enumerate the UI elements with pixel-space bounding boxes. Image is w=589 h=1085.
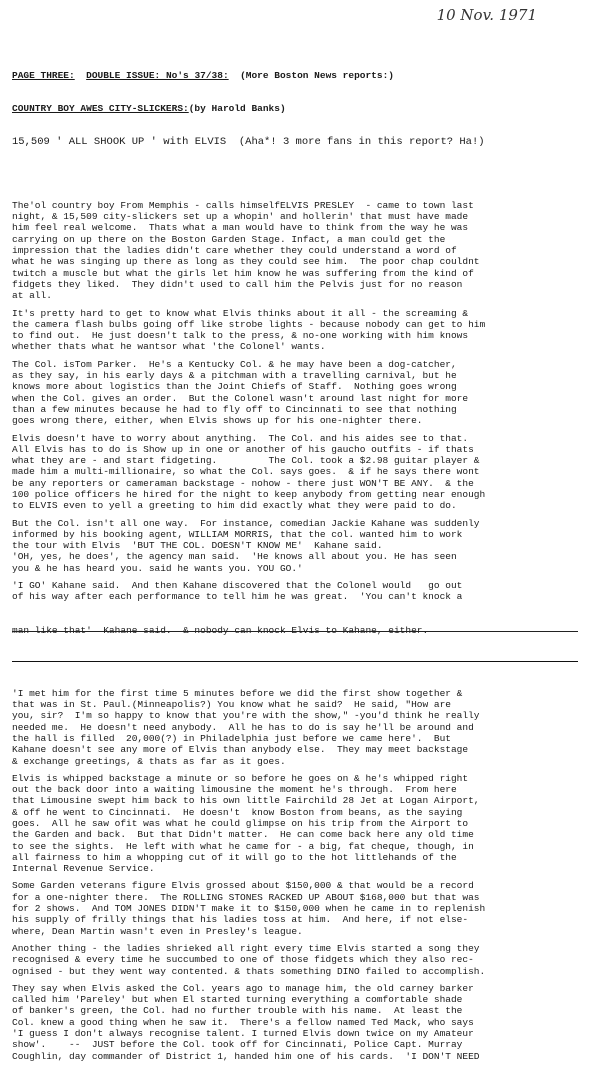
paragraph [12,433,578,512]
issue-label: DOUBLE ISSUE: No's 37/38: [86,69,229,81]
text-line: The'ol country boy From Memphis - calls himselfELVIS PRESLEY - came to town last [12,199,474,211]
text-line: him feel real welcome. Thats what a man would have to think from the way he was [12,222,469,234]
text-line: to see the sights. He left with what he came for - a big, fat cheque, though, in [12,840,474,852]
text-line: to ELVIS even to yell a greeting to him did exactly what they were paid to do. [12,500,457,512]
text-line: 'I GO' Kahane said. And then Kahane discovered that the Colonel would go out [12,580,463,592]
struck-line: man like that' Kahane said. & nobody can knock Elvis to Kahane, either. [12,625,578,636]
paragraph [12,308,578,353]
text-line: you, sir? I'm so happy to know that you're with the show," -you'd think he really [12,710,480,722]
headline [12,103,578,114]
paragraph [12,880,578,936]
page-header [12,70,578,81]
paragraph [12,518,578,574]
paragraph [12,943,578,977]
text-line: informed by his booking agent, WILLIAM MORRIS, that the col. wanted him to work [12,528,463,540]
text-line: the tour with Elvis 'BUT THE COL. DOESN'T KNOW ME' Kahane said. [12,540,383,552]
more-reports-label: (More Boston News reports:) [240,69,394,81]
text-line: The Col. isTom Parker. He's a Kentucky Col. & he may have been a dog-catcher, [12,358,457,370]
text-line: out the back door into a waiting limousine the moment he's through. From here [12,784,457,796]
text-line: It's pretty hard to get to know what Elvis thinks about it all - the screaming & [12,307,469,319]
text-line: night, & 15,509 city-slickers set up a whopin' and hollerin' that must have made [12,211,469,223]
headline-byline: (by Harold Banks) [188,103,286,115]
text-line: impression that the ladies didn't care whether they could understand a word of [12,245,457,257]
text-line: They say when Elvis asked the Col. years ago to manage him, the old carney barker [12,982,474,994]
text-line: the hall is filled 20,000(?) in Philadelphia just before we came here'. But [12,732,451,744]
paragraph [12,688,578,767]
text-line: to find out. He just doesn't talk to the press, & no-one working with him knows [12,330,469,342]
paragraph [12,200,578,302]
text-line: Elvis doesn't have to worry about anything. The Col. and his aides see to that. [12,432,469,444]
headline-title: COUNTRY BOY AWES CITY-SLICKERS: [12,103,189,115]
paragraph [12,983,578,1062]
text-line: 'OH, yes, he does', the agency man said. 'He knows all about you. He has seen [12,551,457,563]
text-line: as they say, in his early days & a pitchman with a travelling carnival, but he [12,370,457,382]
handwritten-date: 10 Nov. 1971 [436,6,537,24]
text-line: ognised - but they went way contented. & thats something DINO failed to accomplish. [12,965,486,977]
text-line: Elvis is whipped backstage a minute or so before he goes on & he's whipped right [12,772,469,784]
text-line: for a one-nighter there. The ROLLING STONES RACKED UP ABOUT $168,000 but that was [12,891,480,903]
text-line: all fairness to him a whopping cut of it will go to the hot littlehands of the [12,851,457,863]
text-line: 100 police officers he hired for the night to keep anybody from getting near enough [12,488,486,500]
text-line: of banker's green, the Col. had no further trouble with his name. At least the [12,1005,463,1017]
text-line: Internal Revenue Service. [12,863,155,875]
text-line: of his way after each performance to tell him he was great. 'You can't knock a [12,591,463,603]
text-line: goes. All he saw ofit was what he could glimpse on his trip from the Airport to [12,818,469,829]
text-line: fidgets they liked. They didn't used to call him the Pelvis just for no reason [12,278,463,290]
paragraphs-after-rule [12,688,578,1062]
article-body [12,47,578,1085]
paragraph [12,580,578,603]
text-line: Another thing - the ladies shrieked all right every time Elvis started a song they [12,942,480,954]
text-line: Kahane doesn't see any more of Elvis than anybody else. They may meet backstage [12,744,469,756]
text-line: twitch a muscle but what the girls let him know he was suffering from the kind of [12,267,474,279]
text-line: But the Col. isn't all one way. For instance, comedian Jackie Kahane was suddenly [12,517,480,529]
text-line: the Garden and back. But that Didn't matter. He can come back here any old time [12,829,474,841]
headline-subtitle: 15,509 ' ALL SHOOK UP ' with ELVIS (Aha*! 3 more fans in this report? Ha!) [12,136,485,149]
text-line: Coughlin, day commander of District 1, handed him one of his cards. 'I DON'T NEED [12,1050,480,1062]
text-line: 'I met him for the first time 5 minutes before we did the first show together & [12,687,463,699]
paragraphs-before-rule [12,200,578,603]
text-line: show'. -- JUST before the Col. took off for Cincinnati, Police Capt. Murray [12,1039,463,1051]
text-line: you & he has heard you. said he wants you. YOU GO.' [12,562,303,574]
text-line: his supply of frilly things that his ladies toss at him. And here, if not else- [12,914,469,926]
page-label: PAGE THREE: [12,69,75,81]
text-line: where, Dean Martin wasn't even in Presley's league. [12,925,303,937]
text-line: at all. [12,290,52,302]
text-line: the camera flash bulbs going off like strobe lights - because nobody can get to him [12,318,486,330]
text-line: Col. knew a good thing when he saw it. There's a fellow named Ted Mack, who says [12,1016,474,1028]
text-line: All Elvis has to do is Show up in one or another of his gaucho outfits - if thats [12,443,474,455]
text-line: than a few minutes because he had to fly off to Cincinnati to see that nothing [12,403,457,415]
text-line: & exchange greetings, & thats as far as it goes. [12,755,286,767]
text-line: carrying on up there on the Boston Garden Stage. Infact, a man could get the [12,233,446,245]
text-line: goes wrong there, either, when Elvis shows up for his one-nighter there. [12,415,423,427]
text-line: made him a multi-millionaire, so what the Col. says goes. & if he says there wont [12,466,480,478]
text-line: that Limousine swept him back to his own little Fairchild 28 Jet at Logan Airport, [12,795,480,807]
text-line: be any reporters or cameraman backstage - nohow - there just WON'T BE ANY. & the [12,477,474,489]
text-line: for 2 shows. And TOM JONES DIDN'T make it to $150,000 when he came in to replenish [12,903,486,915]
text-line: what he was singing up there as long as they could see him. The poor chap couldnt [12,256,480,268]
text-line: that was in St. Paul.(Minneapolis?) You know what he said? He said, "How are [12,699,451,711]
text-line: 'I guess I don't always recognise talent. I turned Elvis down twice on my Amateur [12,1028,474,1040]
text-line: called him 'Pareley' but when El started turning everything a comfortable shade [12,994,463,1006]
text-line: recognised & every time he succumbed to one of those fidgets which they also rec- [12,954,474,966]
text-line: knows more about logistics than the Joint Chiefs of Staff. Nothing goes wrong [12,381,457,393]
text-line: what they are - and start fidgeting. The Col. took a $2.98 guitar player & [12,455,480,467]
paragraph [12,359,578,427]
text-line: when the Col. gives an order. But the Colonel wasn't around last night for more [12,392,469,404]
text-line: needed me. He doesn't need anybody. All he has to do is say he'll be around and [12,721,474,733]
text-line: Some Garden veterans figure Elvis grossed about $150,000 & that would be a record [12,880,474,892]
text-line: & off he went to Cincinnati. He doesn't know Boston from beans, as the saying [12,806,463,818]
text-line: whether thats what he wantsor what 'the Colonel' wants. [12,341,326,353]
section-divider [12,661,578,662]
paragraph [12,773,578,875]
